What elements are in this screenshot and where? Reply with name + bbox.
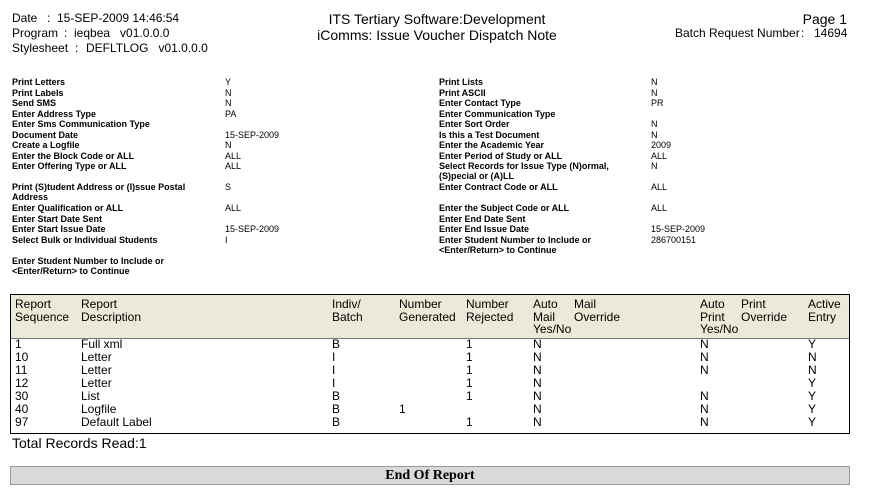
param-label: Print (S)tudent Address or (I)ssue Postal Address [12, 182, 186, 203]
cell-seq: 1 [15, 337, 22, 351]
batch-colon: : [801, 26, 805, 40]
report-table [10, 294, 850, 434]
cell-rejected: 1 [466, 376, 473, 390]
cell-indiv-batch: B [332, 415, 341, 429]
date-value: 15-SEP-2009 14:46:54 [57, 11, 180, 25]
cell-auto-mail: N [533, 337, 542, 351]
param-label: Print ASCII [439, 87, 486, 98]
param-value: N [651, 129, 658, 140]
cell-seq: 10 [15, 350, 29, 364]
col-header-generated: Number Generated [399, 297, 456, 324]
stylesheet-label: Stylesheet [12, 41, 69, 55]
param-label: Create a Logfile [12, 140, 80, 150]
page-number: Page 1 [802, 11, 847, 27]
param-value: PR [651, 98, 664, 108]
cell-active: Y [808, 376, 817, 390]
cell-seq: 97 [15, 415, 29, 429]
param-label: Enter Communication Type [439, 108, 556, 119]
cell-indiv-batch: B [332, 402, 341, 416]
cell-active: Y [808, 337, 817, 351]
report-subtitle: iComms: Issue Voucher Dispatch Note [317, 27, 557, 43]
cell-auto-print: N [700, 350, 709, 364]
program-value: ieqbea v01.0.0.0 [74, 26, 170, 40]
param-label: Enter the Subject Code or ALL [439, 203, 570, 213]
param-value: PA [225, 108, 237, 119]
cell-auto-print: N [700, 389, 709, 403]
end-of-report-bar: End Of Report [10, 466, 850, 485]
cell-desc: List [81, 389, 100, 403]
cell-indiv-batch: I [332, 376, 336, 390]
param-label: Enter Period of Study or ALL [439, 150, 563, 161]
cell-rejected: 1 [466, 389, 473, 403]
col-header-description: Report Description [81, 297, 142, 324]
param-label: Print Lists [439, 77, 484, 87]
param-label: Enter Start Issue Date [12, 224, 106, 234]
total-records: Total Records Read:1 [12, 435, 147, 451]
param-label: Enter the Block Code or ALL [12, 150, 135, 161]
cell-desc: Full xml [81, 337, 123, 351]
col-header-auto-print: Auto Print Yes/No [700, 297, 739, 336]
report-title: ITS Tertiary Software:Development [328, 11, 546, 27]
cell-auto-print: N [700, 415, 709, 429]
cell-seq: 30 [15, 389, 29, 403]
table-header [11, 295, 849, 339]
param-label: Enter Sort Order [439, 119, 510, 129]
cell-indiv-batch: I [332, 350, 336, 364]
cell-auto-print: N [700, 337, 709, 351]
cell-indiv-batch: I [332, 363, 336, 377]
col-header-auto-mail: Auto Mail Yes/No [533, 297, 572, 336]
cell-auto-mail: N [533, 376, 542, 390]
param-value: N [225, 98, 232, 108]
param-value: N [651, 161, 658, 171]
cell-active: Y [808, 402, 817, 416]
param-value: ALL [651, 150, 668, 161]
cell-desc: Logfile [81, 402, 117, 416]
cell-auto-print: N [700, 363, 709, 377]
param-label: Enter Sms Communication Type [12, 119, 150, 129]
stylesheet-value: DEFLTLOG v01.0.0.0 [86, 41, 208, 55]
col-header-active: Active Entry [808, 297, 841, 324]
cell-seq: 11 [15, 363, 28, 377]
param-value: N [651, 87, 658, 98]
param-label: Enter the Academic Year [439, 140, 545, 150]
cell-seq: 12 [15, 376, 29, 390]
param-value: 286700151 [651, 234, 697, 245]
col-header-mail-override: Mail Override [574, 297, 621, 324]
date-colon: : [47, 11, 51, 25]
param-label: Is this a Test Document [439, 129, 540, 140]
cell-auto-mail: N [533, 350, 542, 364]
cell-auto-mail: N [533, 402, 542, 416]
cell-auto-print: N [700, 402, 709, 416]
param-label: Enter Offering Type or ALL [12, 161, 127, 171]
batch-label: Batch Request Number [675, 26, 800, 40]
param-value: ALL [651, 182, 668, 192]
cell-desc: Letter [81, 363, 112, 377]
cell-desc: Default Label [81, 415, 152, 429]
param-value: ALL [651, 203, 668, 213]
col-header-print-override: Print Override [741, 297, 788, 324]
param-label: Enter Student Number to Include or <Enter/Return> to Continue [12, 255, 165, 276]
cell-rejected: 1 [466, 363, 473, 377]
date-label: Date [12, 11, 38, 25]
col-header-rejected: Number Rejected [466, 297, 514, 324]
col-header-indiv-batch: Indiv/ Batch [332, 297, 363, 324]
param-label: Document Date [12, 129, 79, 140]
cell-rejected: 1 [466, 337, 473, 351]
cell-rejected: 1 [466, 415, 473, 429]
cell-active: N [808, 350, 817, 364]
param-value: N [225, 140, 232, 150]
param-value: ALL [225, 161, 242, 171]
param-value: 2009 [651, 140, 672, 150]
param-label: Select Bulk or Individual Students [12, 234, 158, 245]
cell-indiv-batch: B [332, 337, 341, 351]
cell-active: N [808, 363, 817, 377]
param-value: N [651, 77, 658, 87]
cell-indiv-batch: B [332, 389, 341, 403]
cell-rejected: 1 [466, 350, 473, 364]
param-value: 15-SEP-2009 [651, 224, 706, 234]
param-label: Enter Contact Type [439, 98, 521, 108]
cell-seq: 40 [15, 402, 29, 416]
param-value: N [651, 119, 658, 129]
param-label: Send SMS [12, 98, 57, 108]
param-label: Enter End Date Sent [439, 213, 526, 224]
param-value: I [225, 234, 228, 245]
param-label: Enter End Issue Date [439, 224, 530, 234]
cell-desc: Letter [81, 376, 112, 390]
cell-auto-mail: N [533, 363, 542, 377]
param-label: Enter Start Date Sent [12, 213, 103, 224]
cell-active: Y [808, 389, 817, 403]
program-colon: : [64, 26, 68, 40]
batch-value: 14694 [814, 26, 848, 40]
col-header-sequence: Report Sequence [15, 297, 70, 324]
param-value: ALL [225, 203, 242, 213]
param-value: ALL [225, 150, 242, 161]
program-label: Program [12, 26, 59, 40]
cell-auto-mail: N [533, 415, 542, 429]
param-label: Print Labels [12, 87, 64, 98]
param-label: Enter Student Number to Include or <Enter/Return> to Continue [439, 234, 592, 255]
param-label: Enter Address Type [12, 108, 97, 119]
param-value: 15-SEP-2009 [225, 129, 280, 140]
param-value: Y [225, 77, 232, 87]
param-label: Print Letters [12, 77, 66, 87]
param-label: Select Records for Issue Type (N)ormal, (S)pecial or (A)LL [439, 161, 609, 182]
param-value: N [225, 87, 232, 98]
param-value: 15-SEP-2009 [225, 224, 280, 234]
cell-auto-mail: N [533, 389, 542, 403]
stylesheet-colon: : [75, 41, 79, 55]
param-value: S [225, 182, 232, 192]
cell-active: Y [808, 415, 817, 429]
cell-generated: 1 [399, 402, 406, 416]
param-label: Enter Qualification or ALL [12, 203, 124, 213]
cell-desc: Letter [81, 350, 112, 364]
param-label: Enter Contract Code or ALL [439, 182, 558, 192]
